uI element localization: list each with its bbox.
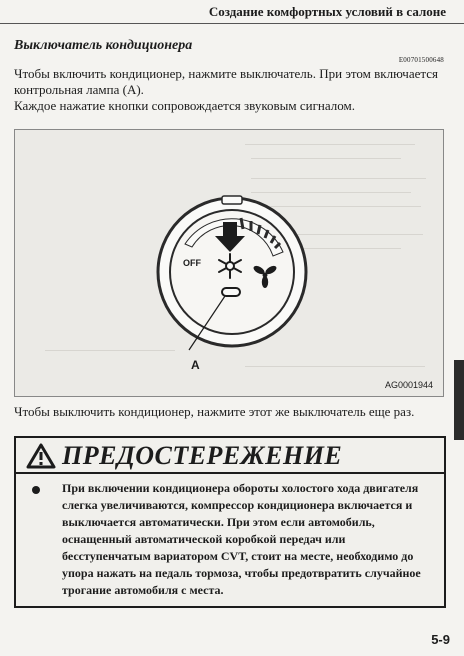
section-code: E00701500648 bbox=[398, 56, 444, 64]
page-number: 5-9 bbox=[431, 632, 450, 647]
figure-code: AG0001944 bbox=[384, 380, 433, 390]
warning-text: При включении кондиционера обороты холостого хода двигателя слегка увеличиваются, компрессор кондиционера включается и выключается автоматически. При этом если автомобиль, оснащенный автоматической коробкой передач или бесступенчатым вариатором CVT, стоит на месте, необходимо до упора нажать на педаль тормоза, чтобы предотвратить случайное трогание автомобиля с места. bbox=[62, 481, 421, 597]
section-title: Выключатель кондиционера bbox=[14, 38, 193, 53]
paragraph-off: Чтобы выключить кондиционер, нажмите этот же выключатель еще раз. bbox=[14, 404, 415, 419]
paragraph-intro: Чтобы включить кондиционер, нажмите выключатель. При этом включается контрольная лампа (A). bbox=[14, 66, 438, 97]
running-header: Создание комфортных условий в салоне bbox=[208, 4, 446, 19]
indicator-lamp-icon bbox=[222, 288, 240, 296]
warning-triangle-icon bbox=[26, 443, 56, 469]
warning-title: ПРЕДОСТЕРЕЖЕНИЕ bbox=[62, 441, 343, 470]
callout-label: A bbox=[191, 358, 200, 372]
ac-switch-figure bbox=[14, 129, 444, 397]
ac-dial-illustration bbox=[15, 130, 444, 397]
bullet-icon bbox=[32, 486, 40, 494]
paragraph-beep: Каждое нажатие кнопки сопровождается звуковым сигналом. bbox=[14, 98, 355, 113]
dial-top-tab bbox=[222, 196, 242, 204]
warning-header bbox=[16, 438, 444, 474]
dial-off-label: OFF bbox=[183, 258, 201, 268]
header-rule bbox=[0, 23, 464, 24]
chapter-edge-tab bbox=[454, 360, 464, 440]
warning-box bbox=[14, 436, 446, 608]
